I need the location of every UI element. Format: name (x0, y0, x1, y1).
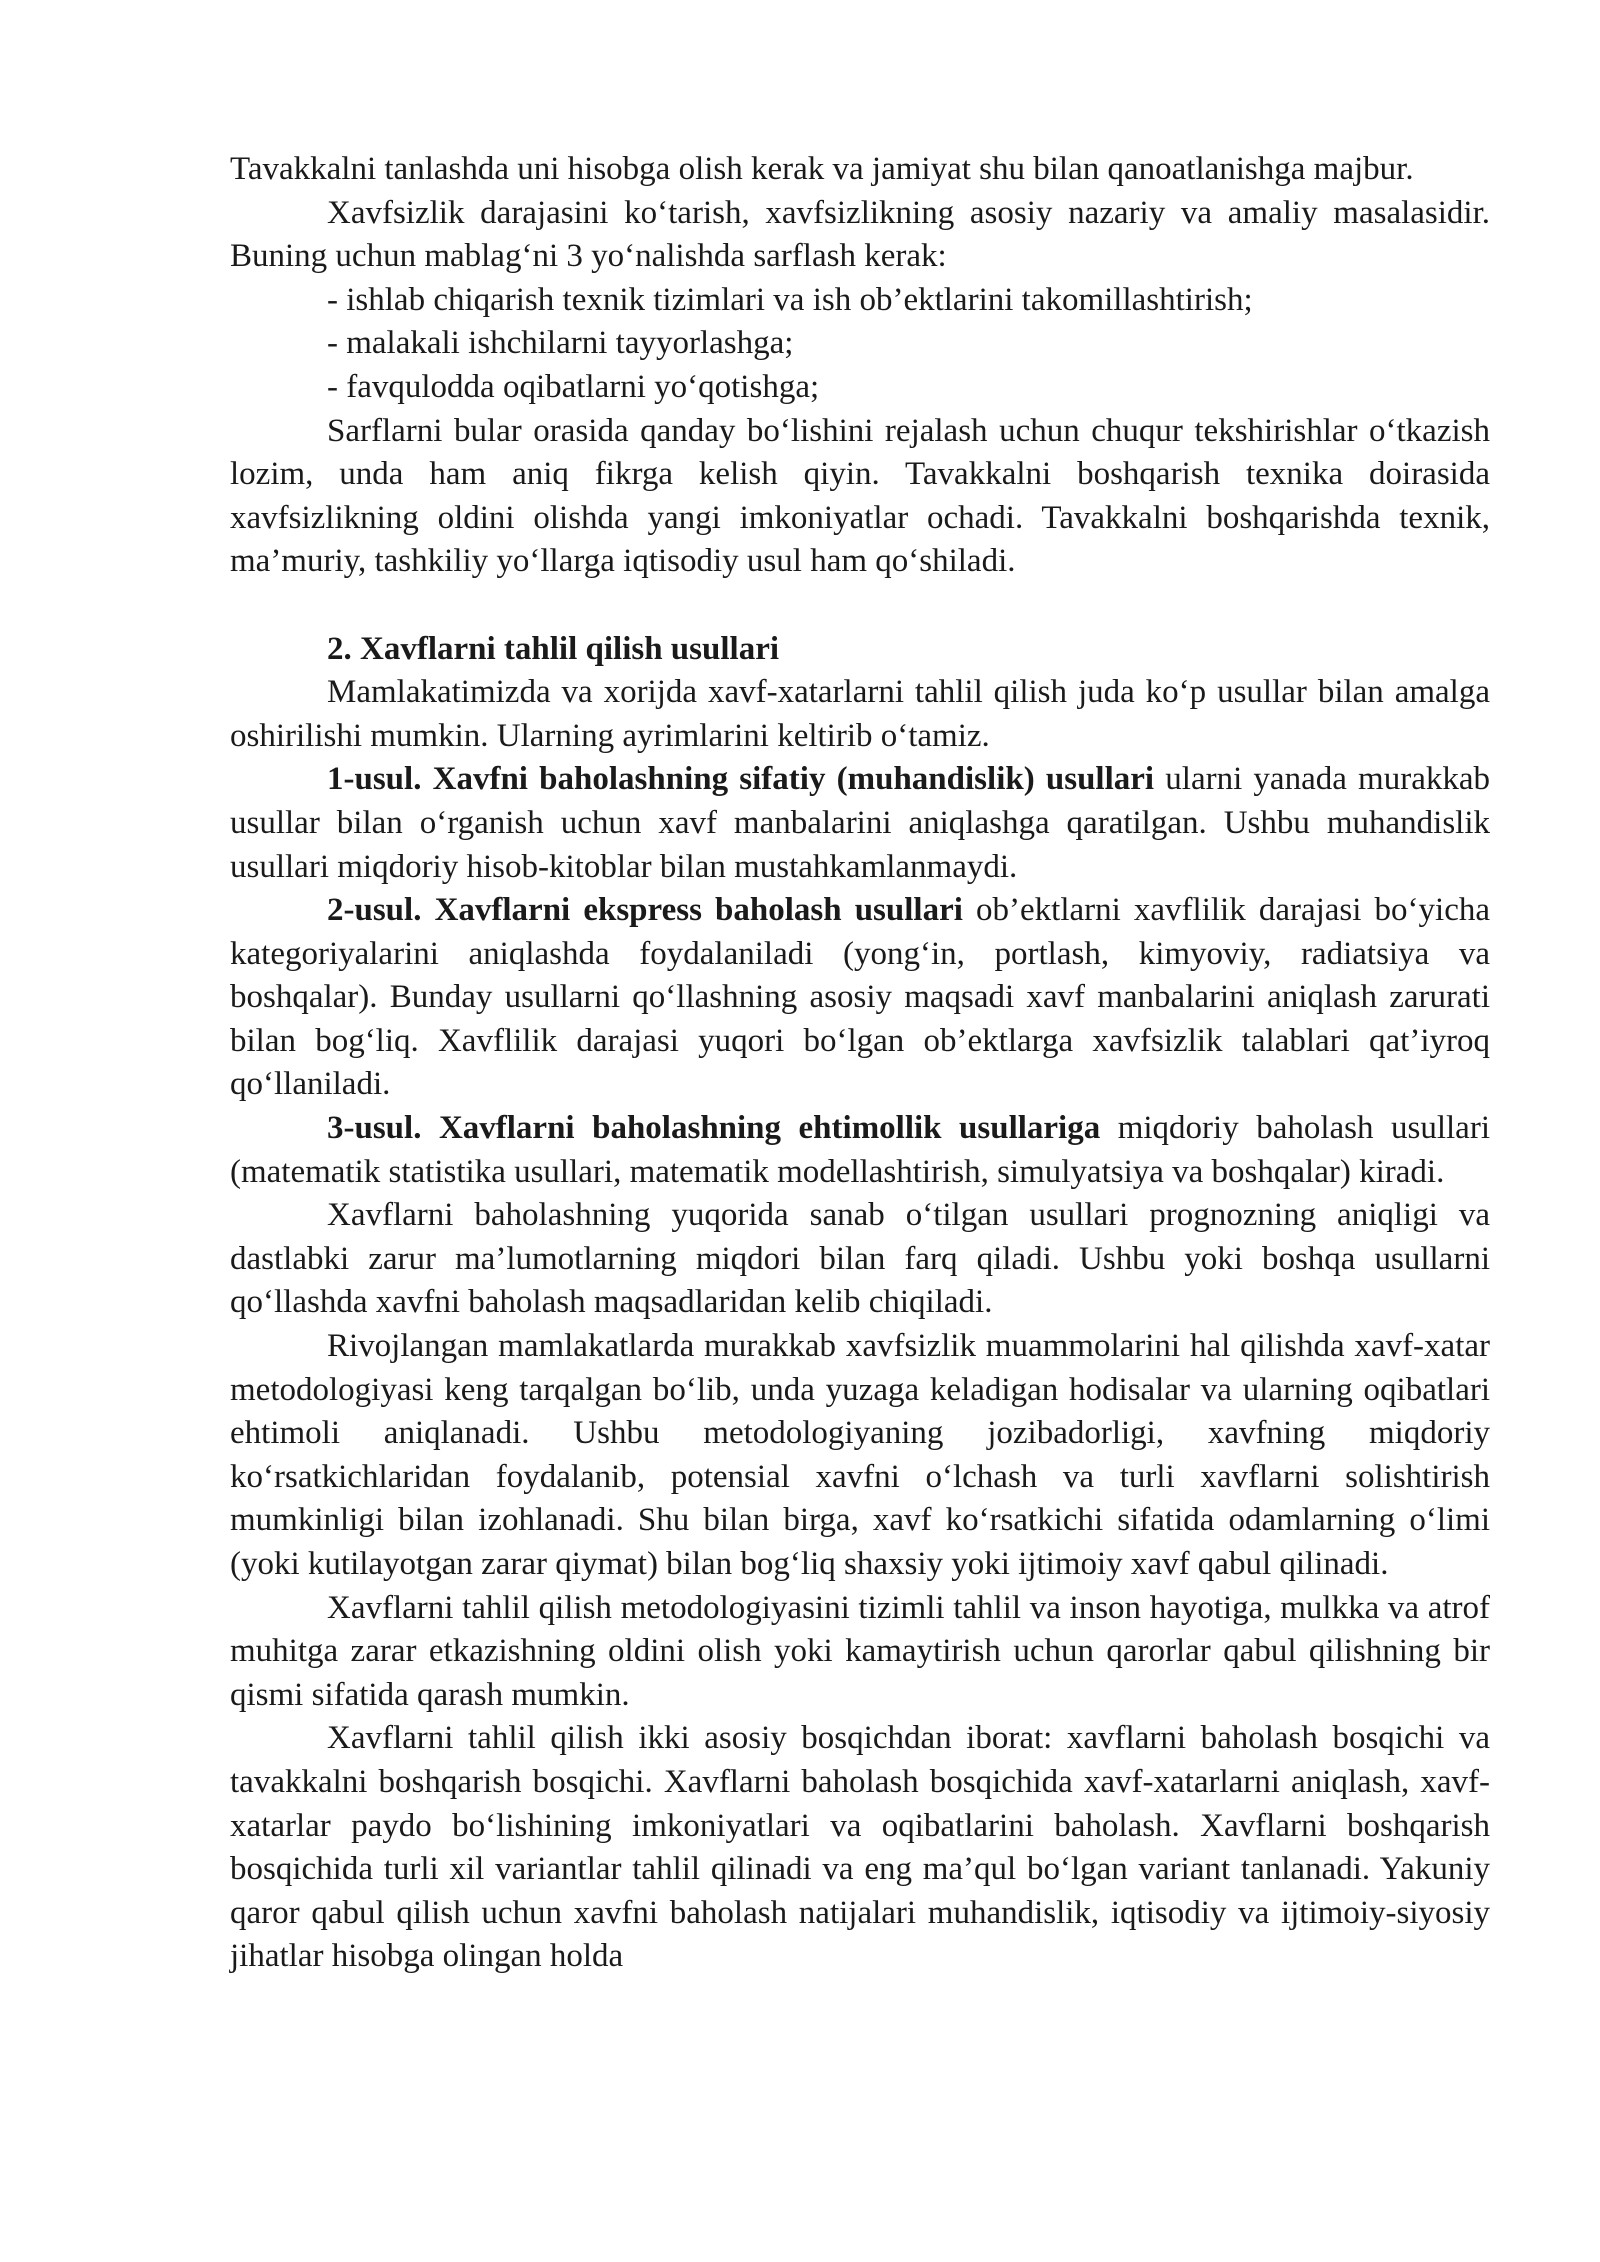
paragraph-4: Mamlakatimizda va xorijda xavf-xatarlarni tahlil qilish juda ko‘p usullar bilan amalga oshirilishi mumkin. Ularning ayrimlarini keltirib o‘tamiz. (230, 674, 1490, 754)
method-3-text: miqdoriy baholash usullari (matematik statistika usullari, matematik modellashtirish, simulyatsiya va boshqalar) kiradi. (230, 1110, 1490, 1190)
method-1-title: 1-usul. Xavfni baholashning sifatiy (muhandislik) usullari (327, 761, 1155, 798)
paragraph-3: Sarflarni bular orasida qanday bo‘lishini rejalash uchun chuqur tekshirishlar o‘tkazish lozim, unda ham aniq fikrga kelish qiyin. Tavakkalni boshqarish texnika doirasida xavfsizlikning oldini olishda yangi imkoniyatlar ochadi. Tavakkalni boshqarishda texnik, ma’muriy, tashkiliy yo‘llarga iqtisodiy usul ham qo‘shiladi. (230, 412, 1490, 580)
section-heading: 2. Xavflarni tahlil qilish usullari (327, 630, 780, 667)
method-2-title: 2-usul. Xavflarni ekspress baholash usullari (327, 892, 963, 929)
method-3-paragraph (230, 1107, 1490, 1194)
method-3-title: 3-usul. Xavflarni baholashning ehtimollik usullariga (327, 1110, 1101, 1147)
paragraph-2: Xavfsizlik darajasini ko‘tarish, xavfsizlikning asosiy nazariy va amaliy masalasidir. Buning uchun mablag‘ni 3 yo‘nalishda sarflash kerak: (230, 194, 1490, 275)
paragraph-7: Xavflarni tahlil qilish metodologiyasini tizimli tahlil va inson hayotiga, mulkka va atrof muhitga zarar etkazishning oldini olish yoki kamaytirish uchun qarorlar qabul qilishning bir qismi sifatida qarash mumkin. (230, 1589, 1490, 1713)
list-item-3: - favqulodda oqibatlarni yo‘qotishga; (327, 368, 820, 405)
method-1-paragraph (230, 758, 1490, 889)
paragraph-6: Rivojlangan mamlakatlarda murakkab xavfsizlik muammolarini hal qilishda xavf-xatar metodologiyasi keng tarqalgan bo‘lib, unda yuzaga keladigan hodisalar va ularning oqibatlari ehtimoli aniqlanadi. Ushbu metodologiyaning jozibadorligi, xavfning miqdoriy ko‘rsatkichlaridan foydalanib, potensial xavfni o‘lchash va turli xavflarni solishtirish mumkinligi bilan izohlanadi. Shu bilan birga, xavf ko‘rsatkichi sifatida odamlarning o‘limi (yoki kutilayotgan zarar qiymat) bilan bog‘liq shaxsiy yoki ijtimoiy xavf qabul qilinadi. (230, 1328, 1490, 1582)
document-page (230, 148, 1490, 1979)
list-item-1: - ishlab chiqarish texnik tizimlari va ish ob’ektlarini takomillashtirish; (327, 281, 1253, 318)
paragraph-8: Xavflarni tahlil qilish ikki asosiy bosqichdan iborat: xavflarni baholash bosqichi va tavakkalni boshqarish bosqichi. Xavflarni baholash bosqichida xavf-xatarlarni aniqlash, xavf-xatarlar paydo bo‘lishining imkoniyatlari va oqibatlarini baholash. Xavflarni boshqarish bosqichida turli xil variantlar tahlil qilinadi va eng ma’qul bo‘lgan variant tanlanadi. Yakuniy qaror qabul qilish uchun xavfni baholash natijalari muhandislik, iqtisodiy va ijtimoiy-siyosiy jihatlar hisobga olingan holda (230, 1720, 1490, 1975)
list-item-2: - malakali ishchilarni tayyorlashga; (327, 325, 794, 362)
method-1-text: ularni yanada murakkab usullar bilan o‘rganish uchun xavf manbalarini aniqlashga qaratilgan. Ushbu muhandislik usullari miqdoriy hisob-kitoblar bilan mustahkamlanmaydi. (230, 761, 1490, 885)
method-2-text: ob’ektlarni xavflilik darajasi bo‘yicha kategoriyalarini aniqlashda foydalaniladi (yong‘in, portlash, kimyoviy, radiatsiya va boshqalar). Bunday usullarni qo‘llashning asosiy maqsadi xavf manbalarini aniqlash zarurati bilan bog‘liq. Xavflilik darajasi yuqori bo‘lgan ob’ektlarga xavfsizlik talablari qat’iyroq qo‘llaniladi. (230, 892, 1490, 1103)
paragraph-1: Tavakkalni tanlashda uni hisobga olish kerak va jamiyat shu bilan qanoatlanishga majbur. (230, 151, 1414, 187)
paragraph-5: Xavflarni baholashning yuqorida sanab o‘tilgan usullari prognozning aniqligi va dastlabki zarur ma’lumotlarning miqdori bilan farq qiladi. Ushbu yoki boshqa usullarni qo‘llashda xavfni baholash maqsadlaridan kelib chiqiladi. (230, 1197, 1490, 1321)
method-2-paragraph (230, 889, 1490, 1107)
